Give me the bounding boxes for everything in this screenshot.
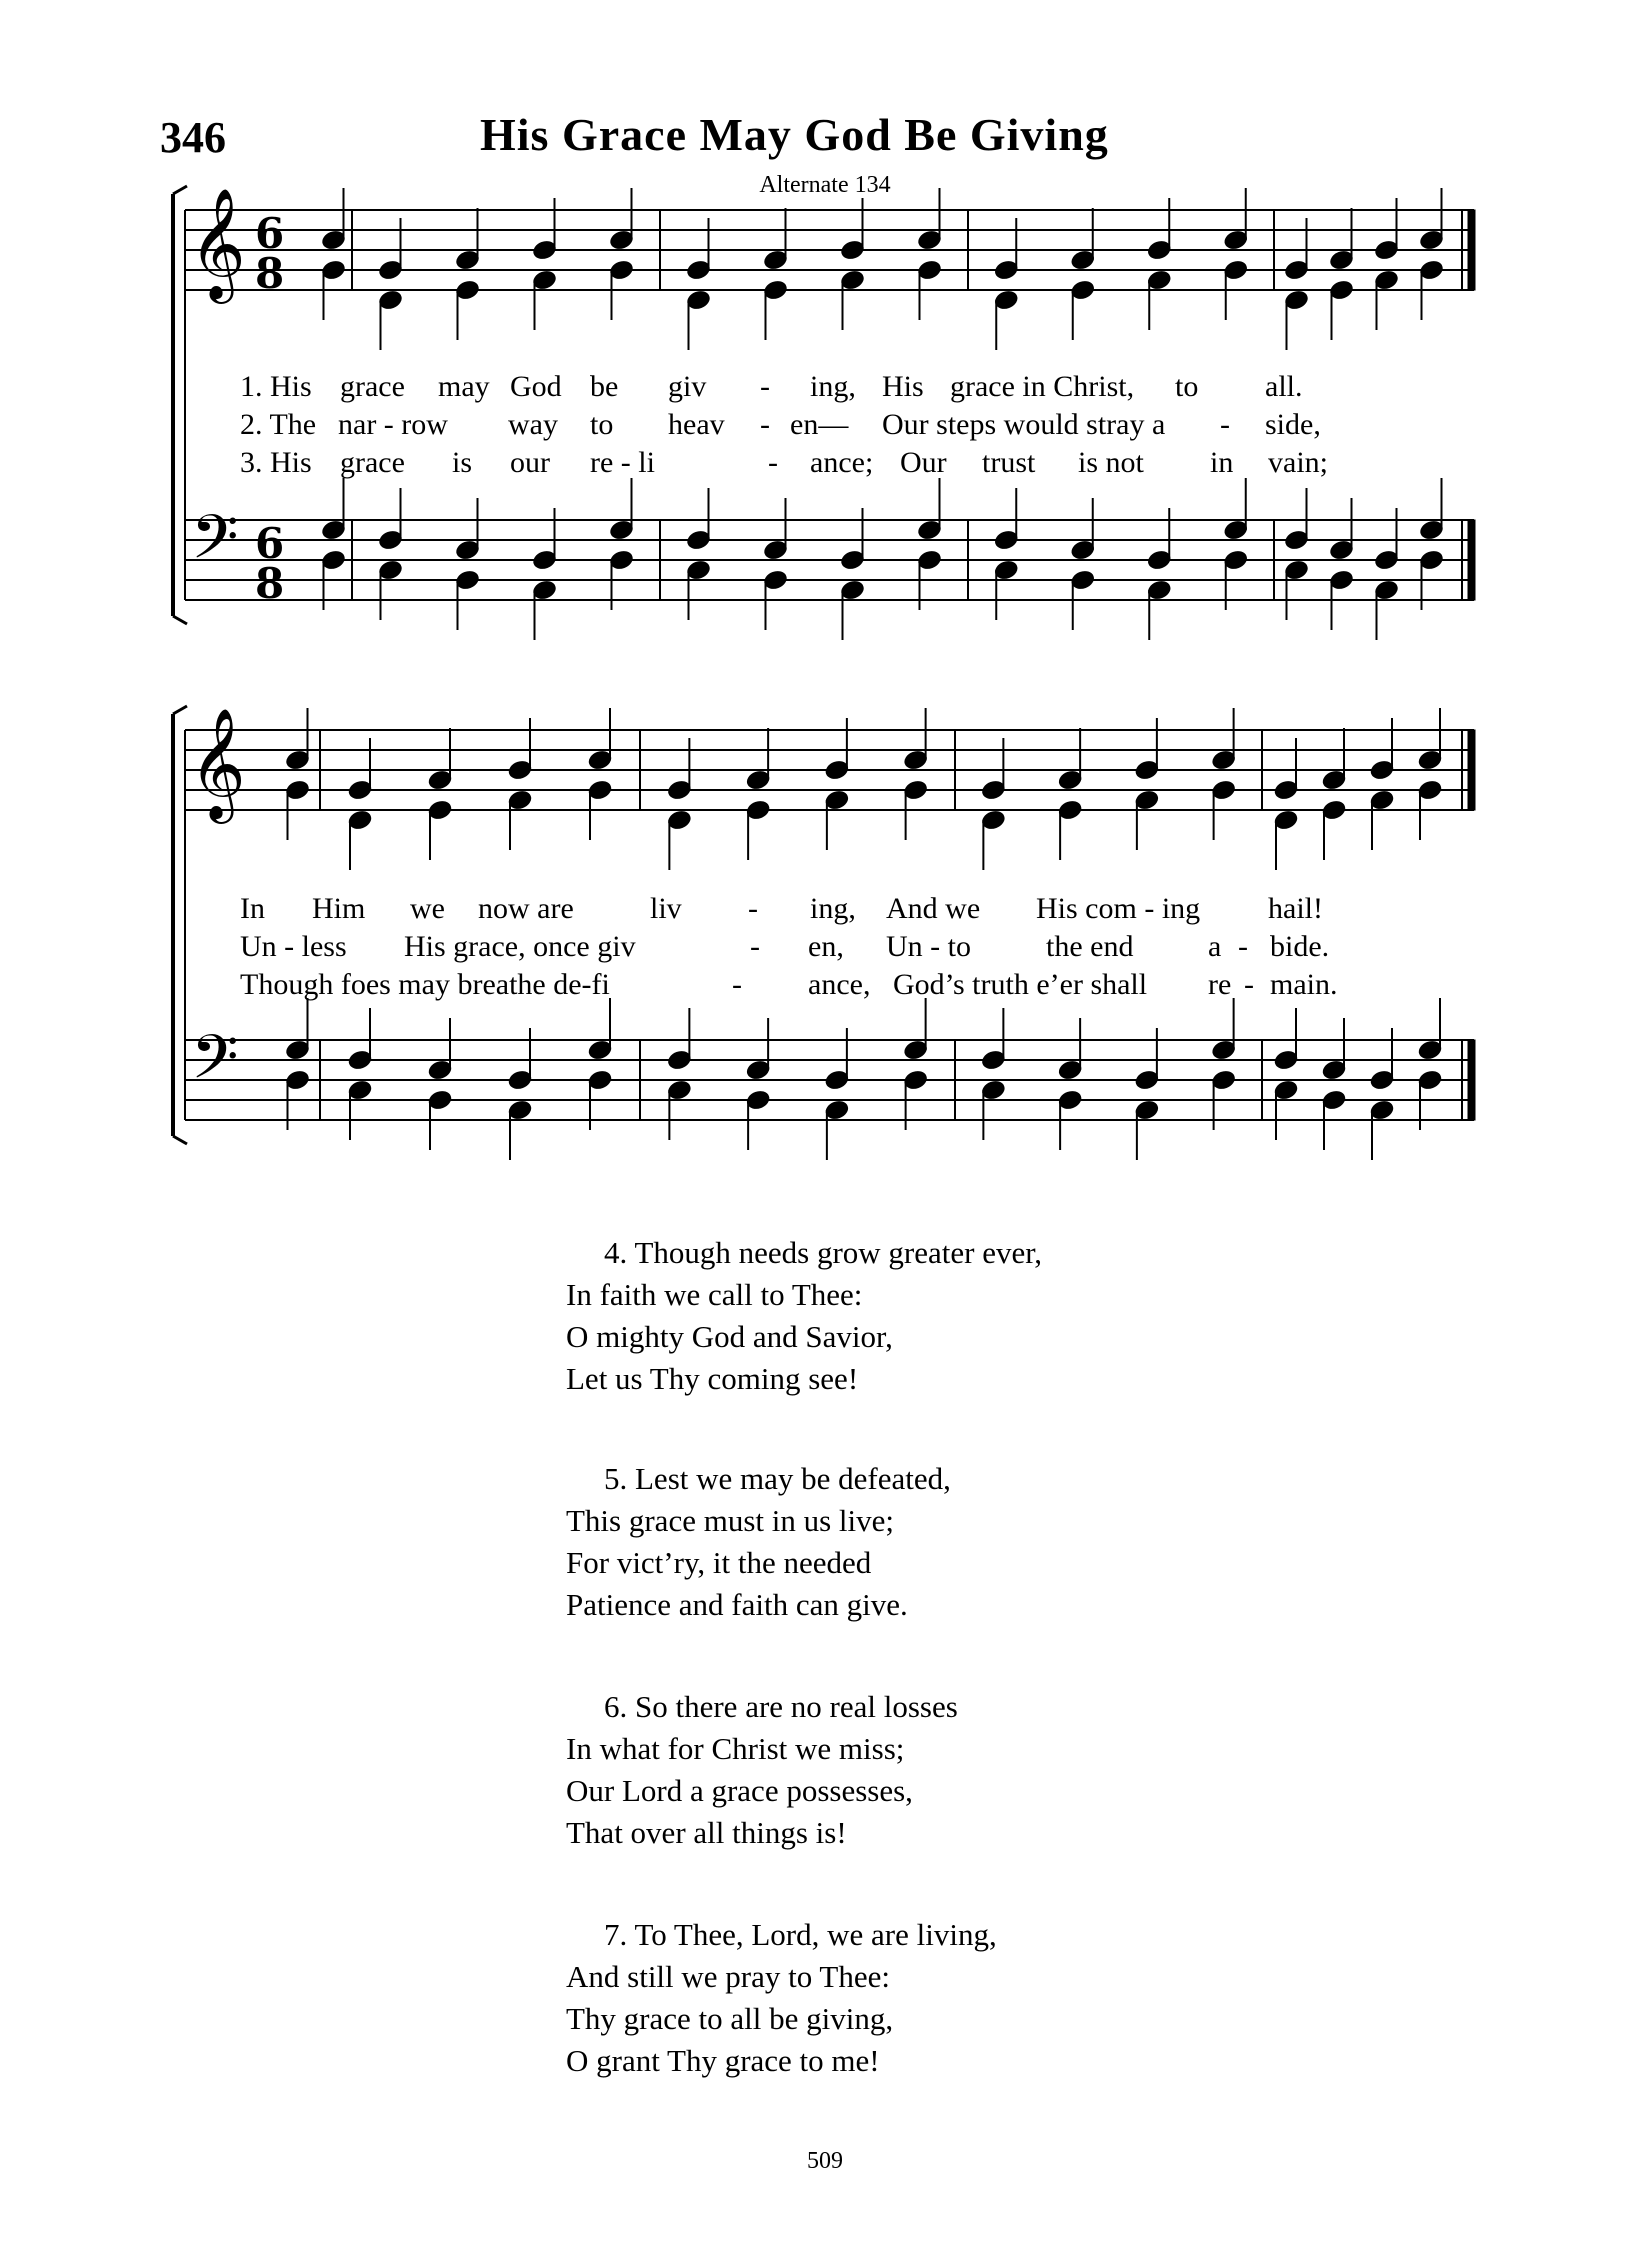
time-signature-numerator: 6 xyxy=(255,209,285,258)
bass-clef: 𝄢 xyxy=(191,502,239,588)
treble-clef: 𝄞 xyxy=(189,187,246,299)
system-bracket xyxy=(173,616,187,624)
stanza-4: 4. Though needs grow greater ever, In faith we call to Thee: O mighty God and Savior, Let us Thy coming see! xyxy=(566,1235,1043,1396)
treble-clef: 𝄞 xyxy=(189,707,246,819)
hymn-number: 346 xyxy=(160,113,226,162)
bass-clef: 𝄢 xyxy=(191,1022,239,1108)
final-bar-thick xyxy=(1468,1040,1475,1120)
time-signature-denominator: 8 xyxy=(255,559,285,608)
final-bar-thick xyxy=(1468,520,1475,600)
stanza-6: 6. So there are no real losses In what for Christ we miss; Our Lord a grace possesses, That over all things is! xyxy=(566,1689,958,1850)
stanza-7: 7. To Thee, Lord, we are living, And still we pray to Thee: Thy grace to all be giving, O grant Thy grace to me! xyxy=(566,1917,997,2078)
page-number: 509 xyxy=(807,2148,843,2174)
time-signature-numerator: 6 xyxy=(255,519,285,568)
final-bar-thick xyxy=(1468,210,1475,290)
system-bracket xyxy=(173,186,187,194)
stanza-5: 5. Lest we may be defeated, This grace must in us live; For vict’ry, it the needed Patience and faith can give. xyxy=(566,1461,951,1622)
hymn-title: His Grace May God Be Giving xyxy=(480,109,1109,160)
time-signature-denominator: 8 xyxy=(255,249,285,298)
system-bracket xyxy=(173,1136,187,1144)
final-bar-thick xyxy=(1468,730,1475,810)
alternate-tune-note: Alternate 134 xyxy=(759,172,891,198)
system-bracket xyxy=(173,706,187,714)
